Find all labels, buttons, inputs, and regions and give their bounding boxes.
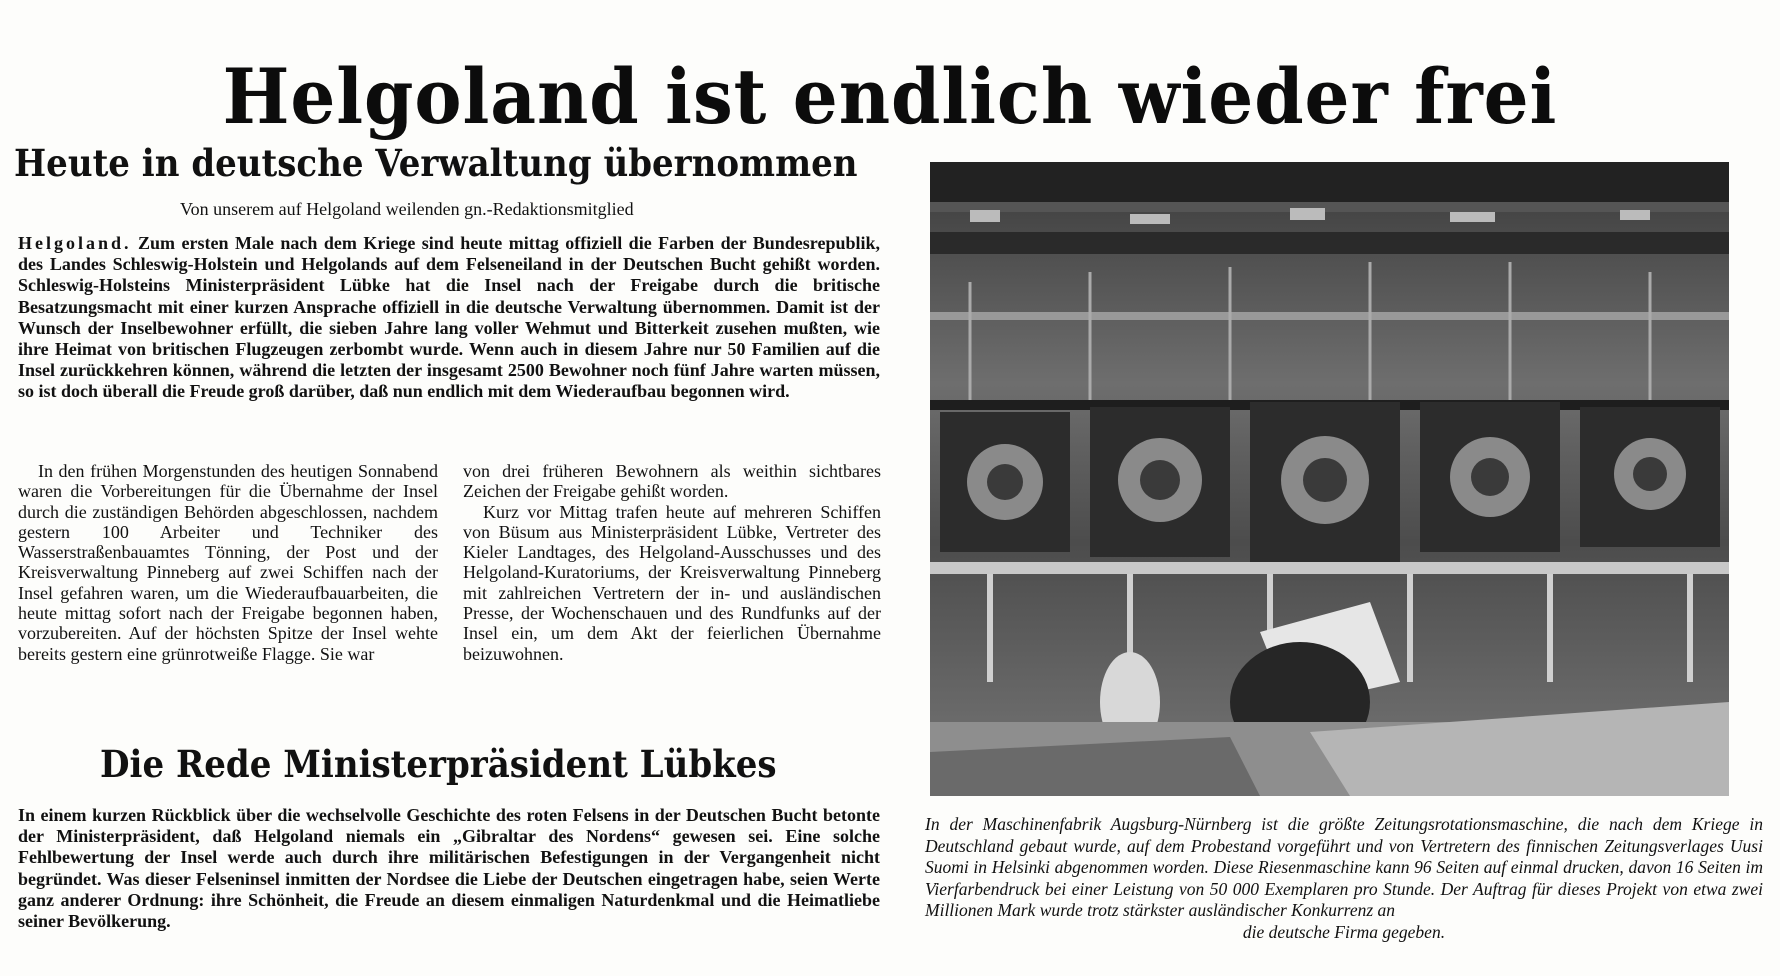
press-photo <box>930 162 1729 796</box>
photo-caption <box>925 814 1763 943</box>
body-column-2 <box>463 461 881 664</box>
lead-text: Zum ersten Male nach dem Kriege sind heute mittag offiziell die Farben der Bundesrepublik, des Landes Schleswig-Holstein und Helgolands auf dem Felseneiland in der Deutschen Bucht gehißt worden. Schleswig-Holsteins Ministerpräsident Lübke hat die Insel nach der Freigabe durch die britische Besatzungsmacht mit einer kurzen Ansprache offiziell in die deutsche Verwaltung übernommen. Damit ist der Wunsch der Inselbewohner erfüllt, die sieben Jahre lang voller Wehmut und Bitterkeit zusehen mußten, wie ihre Heimat von britischen Flugzeugen zerbombt wurde. Wenn auch in diesem Jahre nur 50 Familien auf die Insel zurückkehren können, während die letzten der insgesamt 2500 Bewohner noch fünf Jahre warten müssen, so ist doch überall die Freude groß darüber, daß nun endlich mit dem Wiederaufbau begonnen wird. <box>18 233 881 402</box>
printing-press-photo-image <box>930 162 1729 796</box>
dateline: Helgoland. <box>18 233 132 253</box>
lead-paragraph <box>18 233 880 403</box>
subheadline: Heute in deutsche Verwaltung übernommen <box>14 141 858 185</box>
body-paragraph: Kurz vor Mittag trafen heute auf mehreren Schiffen von Büsum aus Ministerpräsident Lübke, Vertreter des Kieler Landtages, des Helgoland-Ausschusses und des Helgoland-Kuratoriums, der Kreisverwaltung Pinneberg mit zahlreichen Vertretern der in- und ausländischen Presse, der Wochenschauen und des Rundfunks auf der Insel ein, um dem Akt der feierlichen Übernahme beizuwohnen. <box>463 501 881 664</box>
byline: Von unserem auf Helgoland weilenden gn.-Redaktionsmitglied <box>180 199 634 219</box>
section-heading: Die Rede Ministerpräsident Lübkes <box>100 742 777 786</box>
body-column-1 <box>18 461 438 664</box>
caption-last-line: die deutsche Firma gegeben. <box>1242 921 1446 942</box>
headline: Helgoland ist endlich wieder frei <box>222 51 1558 141</box>
caption-text: In der Maschinenfabrik Augsburg-Nürnberg ist die größte Zeitungsrotationsmaschine, die nach dem Kriege in Deutschland gebaut wurde, auf dem Probestand vorgeführt und von Vertretern des finnischen Zeitungsverlages Uusi Suomi in Helsinki abgenommen worden. Diese Riesenmaschine kann 96 Seiten auf einmal drucken, davon 16 Seiten im Vierfarbendruck bei einer Leistung von 50 000 Exemplaren pro Stunde. Der Auftrag für dieses Projekt von etwa zwei Millionen Mark wurde trotz stärkster ausländischer Konkurrenz an <box>925 814 1763 920</box>
body-paragraph-continued: von drei früheren Bewohnern als weithin sichtbares Zeichen der Freigabe gehißt worden. <box>463 461 881 502</box>
section-paragraph: In einem kurzen Rückblick über die wechselvolle Geschichte des roten Felsens in der Deutschen Bucht betonte der Ministerpräsident, daß Helgoland niemals ein „Gibraltar des Nordens“ gewesen sei. Eine solche Fehlbewertung der Insel werde auch durch ihre militärischen Befestigungen in der Vergangenheit nicht begründet. Was dieser Felseninsel inmitten der Nordsee die Liebe der Deutschen eingetragen habe, seien Werte ganz anderer Ordnung: ihre Schönheit, die Freude an diesem einmaligen Naturdenkmal und die Heimatliebe seiner Bevölkerung. <box>18 805 880 932</box>
body-paragraph: In den frühen Morgenstunden des heutigen Sonnabend waren die Vorbereitungen für die Übernahme der Insel durch die zuständigen Behörden abgeschlossen, nachdem gestern 100 Arbeiter und Techniker des Wasserstraßenbauamtes Tönning, der Post und der Kreisverwaltung Pinneberg auf zwei Schiffen nach der Insel gefahren waren, um die Wiederaufbauarbeiten, die heute mittag sofort nach der Freigabe begonnen haben, vorzubereiten. Auf der höchsten Spitze der Insel wehte bereits gestern eine grünrotweiße Flagge. Sie war <box>18 461 438 664</box>
